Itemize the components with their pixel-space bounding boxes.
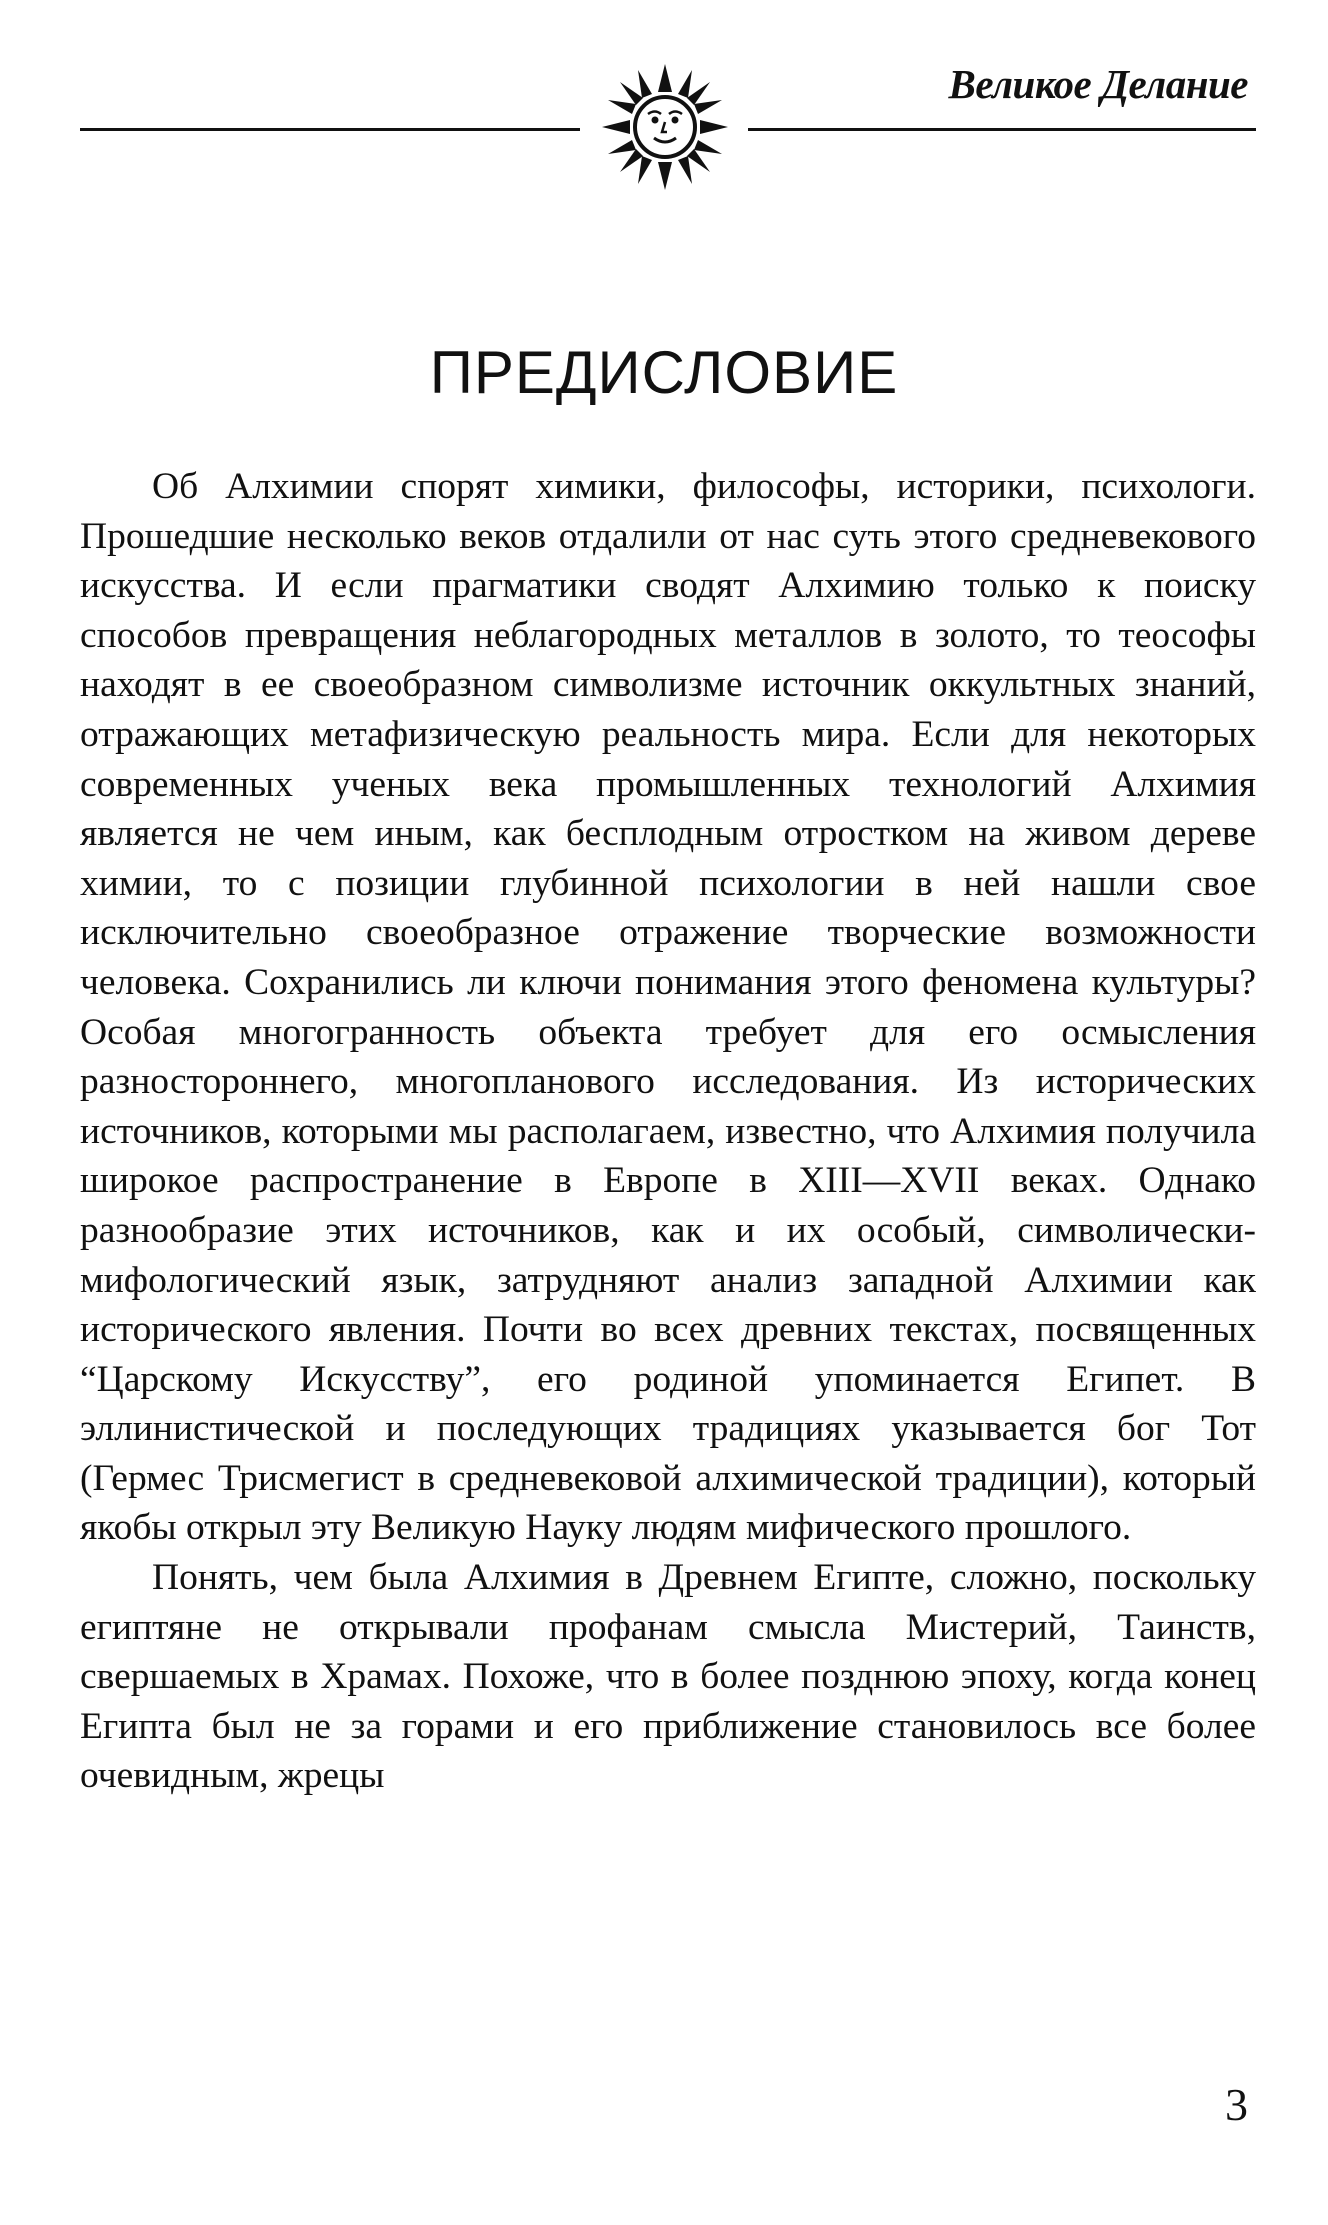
- page-number: 3: [1225, 2079, 1248, 2130]
- header-rule-left: [80, 128, 580, 131]
- chapter-title: ПРЕДИСЛОВИЕ: [429, 339, 899, 406]
- body-text: [80, 462, 1256, 1801]
- running-title: Великое Делание: [948, 61, 1248, 107]
- paragraph: Понять, чем была Алхимия в Древнем Египте, сложно, поскольку египтяне не открывали профанам смысла Мистерий, Таинств, свершаемых в Храмах. Похоже, что в более позднюю эпоху, когда конец Египта был не за горами и его приближение становилось все более очевидным, жрецы: [80, 1557, 1256, 1797]
- page-header: [80, 52, 1256, 202]
- header-rule-right: [748, 128, 1256, 131]
- sun-face-icon: [600, 62, 730, 192]
- paragraph: Об Алхимии спорят химики, философы, историки, психологи. Прошедшие несколько веков отдалили от нас суть этого средневекового искусства. И если прагматики сводят Алхимию только к поиску способов превращения неблагородных металлов в золото, то теософы находят в ее своеобразном символизме источник оккультных знаний, отражающих метафизическую реальность мира. Если для некоторых современных ученых века промышленных технологий Алхимия является не чем иным, как бесплодным отростком на живом дереве химии, то с позиции глубинной психологии в ней нашли свое исключительно своеобразное отражение творческие возможности человека. Сохранились ли ключи понимания этого феномена культуры? Особая многогранность объекта требует для его осмысления разностороннего, многопланового исследования. Из исторических источников, которыми мы располагаем, известно, что Алхимия получила широкое распространение в Европе в XIII—XVII веках. Однако разнообразие этих источников, как и их особый, символически-мифологический язык, затрудняют анализ западной Алхимии как исторического явления. Почти во всех древних текстах, посвященных “Царскому Искусству”, его родиной упоминается Египет. В эллинистической и последующих традициях указывается бог Тот (Гермес Трисмегист в средневековой алхимической традиции), который якобы открыл эту Великую Науку людям мифического прошлого.: [80, 466, 1256, 1549]
